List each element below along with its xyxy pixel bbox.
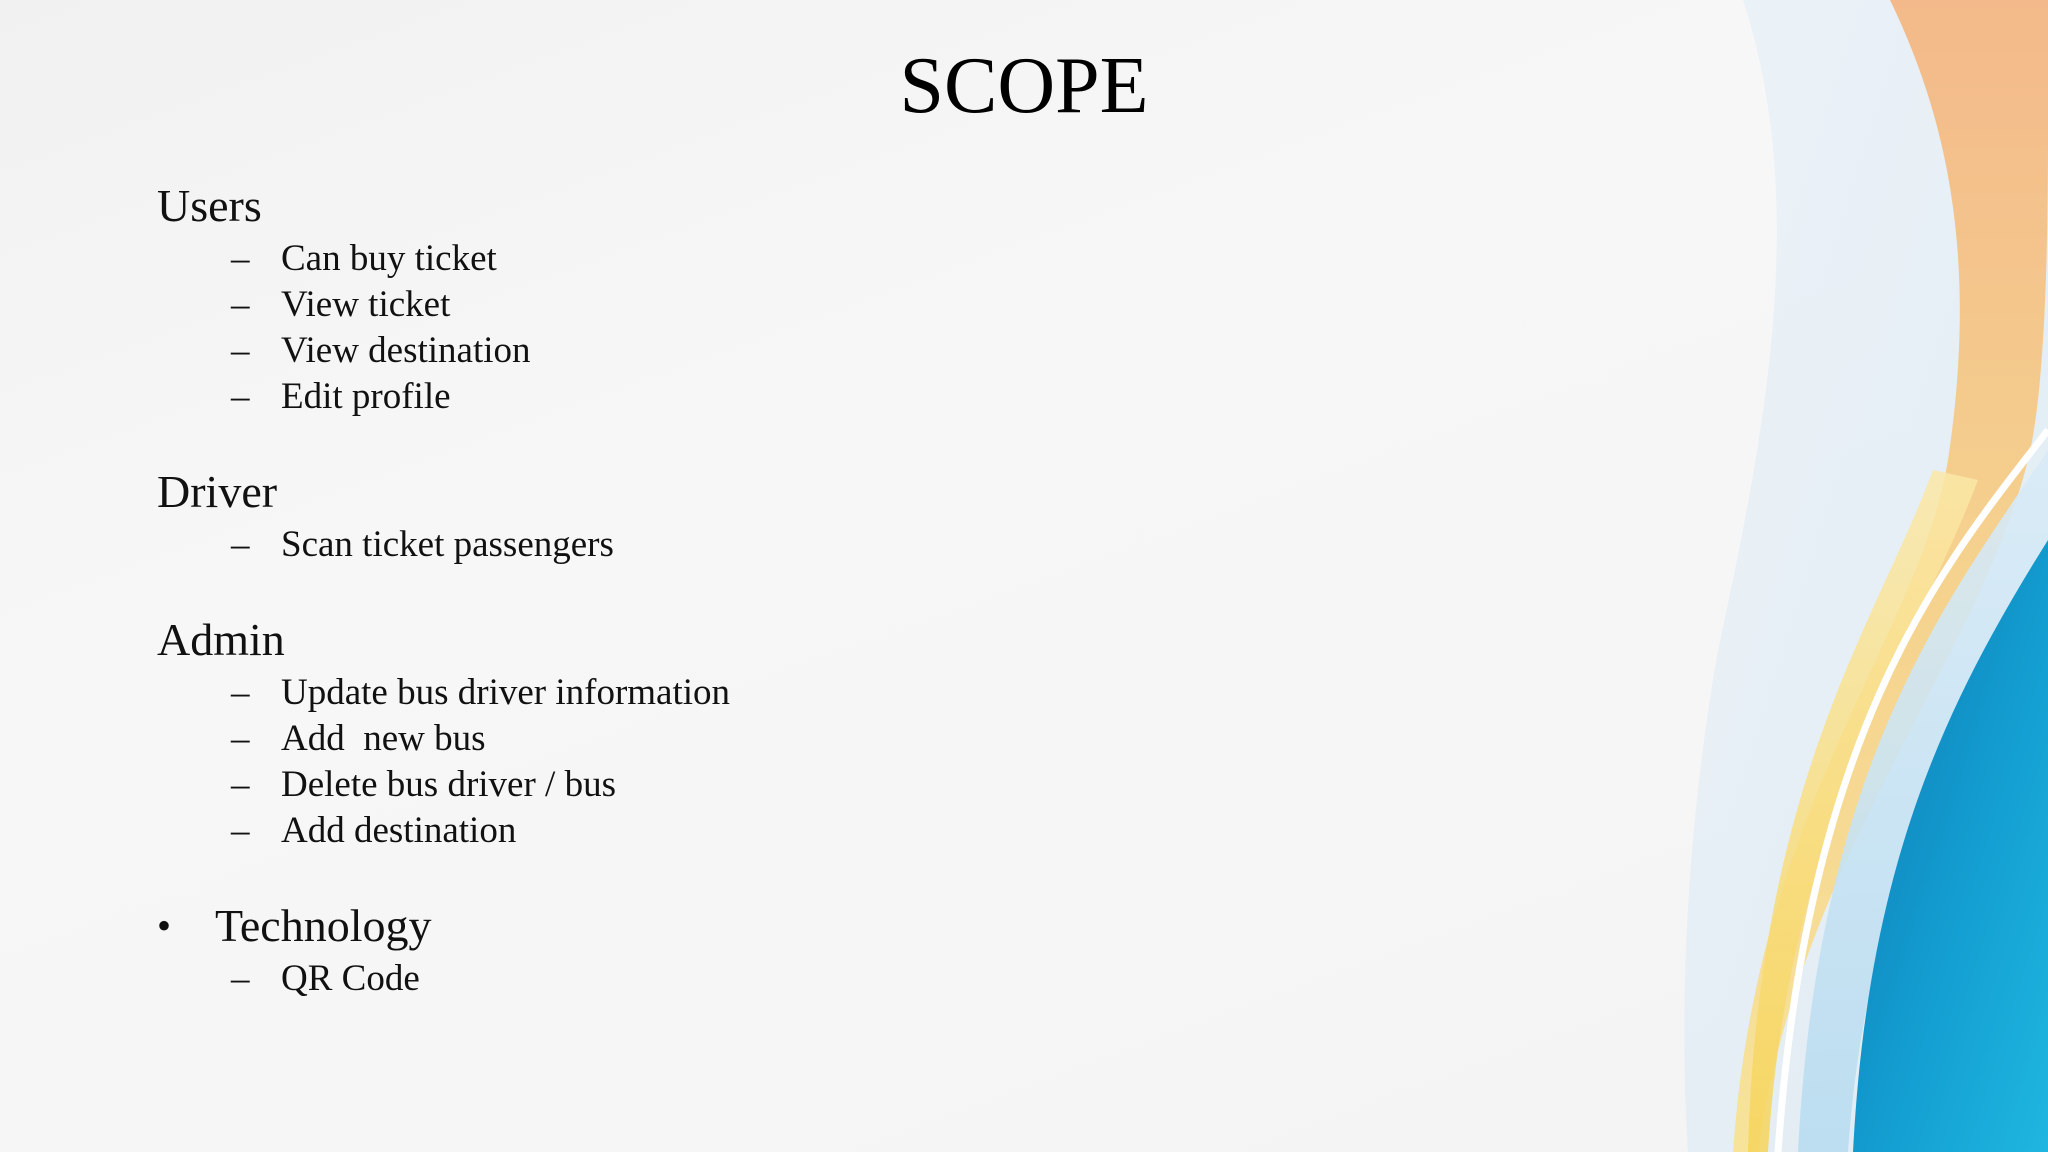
list-item-label: QR Code (281, 958, 420, 999)
list-item-label: Edit profile (281, 376, 451, 417)
section-admin (157, 610, 1457, 854)
dash-bullet: – (231, 764, 250, 805)
section-technology (157, 896, 1457, 1002)
round-bullet: • (157, 903, 172, 948)
list-item-label: View destination (281, 330, 531, 371)
sub-list (157, 236, 1457, 420)
section-heading-label: Technology (215, 900, 432, 951)
dash-bullet: – (231, 718, 250, 759)
list-item-label: Delete bus driver / bus (281, 764, 616, 805)
dash-bullet: – (231, 672, 250, 713)
list-item (157, 956, 1457, 1002)
list-item-label: Update bus driver information (281, 672, 731, 713)
dash-bullet: – (231, 330, 250, 371)
slide-title: SCOPE (899, 42, 1149, 130)
list-item (157, 236, 1457, 282)
list-item (157, 522, 1457, 568)
list-item (157, 670, 1457, 716)
section-heading: Users (157, 180, 262, 231)
list-item-label: Add new bus (281, 718, 486, 759)
dash-bullet: – (231, 810, 250, 851)
list-item (157, 328, 1457, 374)
section-heading: Admin (157, 614, 285, 665)
list-item-label: Can buy ticket (281, 238, 497, 279)
list-item (157, 808, 1457, 854)
list-item-label: Scan ticket passengers (281, 524, 614, 565)
list-item (157, 716, 1457, 762)
section-driver (157, 462, 1457, 568)
section-users (157, 176, 1457, 420)
list-item (157, 282, 1457, 328)
dash-bullet: – (231, 376, 250, 417)
sub-list (157, 670, 1457, 854)
dash-bullet: – (231, 238, 250, 279)
list-item-label: View ticket (281, 284, 451, 325)
list-item (157, 374, 1457, 420)
section-heading (157, 896, 1457, 956)
dash-bullet: – (231, 524, 250, 565)
dash-bullet: – (231, 958, 250, 999)
list-item (157, 762, 1457, 808)
wave-decoration (1648, 0, 2048, 1152)
list-item-label: Add destination (281, 810, 517, 851)
scope-content (157, 176, 1457, 1002)
sub-list (157, 956, 1457, 1002)
section-heading: Driver (157, 466, 278, 517)
sub-list (157, 522, 1457, 568)
dash-bullet: – (231, 284, 250, 325)
